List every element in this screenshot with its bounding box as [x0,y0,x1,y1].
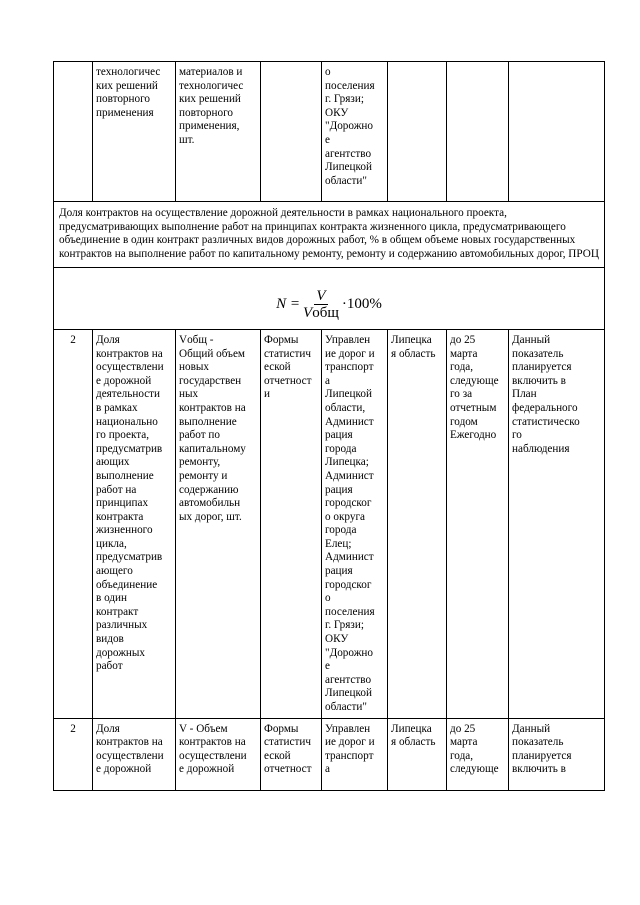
cell-territory [388,62,447,202]
table-row [54,268,605,330]
cell-deadline: до 25 марта года, следующе го за отчетным годом Ежегодно [447,329,509,718]
cell-source: Формы статистич еской отчетност и [261,329,322,718]
cell-responsible: Управлен ие дорог и транспорт а Липецкой области, Админист рация города Липецка; Админист рация городског о округа города Елец; Админист рация городског о поселения г. Грязи; ОКУ "Дорожно е агентство Липецкой области" [322,329,388,718]
cell-note [509,62,605,202]
table-row [54,202,605,268]
cell-name: технологичес ких решений повторного применения [93,62,176,202]
formula-numerator: V [316,287,326,304]
table-row [54,329,605,718]
cell-deadline: до 25 марта года, следующе [447,718,509,790]
formula-denominator-var: V [303,304,313,321]
table-row [54,62,605,202]
cell-name: Доля контрактов на осуществлени е дорожной [93,718,176,790]
table-row [54,718,605,790]
formula-multiplier: ·100% [341,295,382,312]
cell-source [261,62,322,202]
formula-lhs: N = [276,295,301,312]
formula-cell [54,268,605,330]
cell-territory: Липецка я область [388,329,447,718]
cell-variable: материалов и технологичес ких решений повторного применения, шт. [176,62,261,202]
indicator-table [53,61,605,791]
cell-note: Данный показатель планируется включить в План федерального статистическо го наблюдения [509,329,605,718]
formula-denominator-sub: общ [312,304,339,321]
formula-fraction [303,288,339,321]
indicator-title: Доля контрактов на осуществление дорожной деятельности в рамках национального проекта, предусматривающих выполнение работ на принципах контракта жизненного цикла, предусматривающего объединение в один контракт различных видов дорожных работ, % в общем объеме новых государственных контрактов на выполнение работ по капитальному ремонту, ремонту и содержанию автомобильных дорог, ПРОЦ [54,202,605,268]
cell-territory: Липецка я область [388,718,447,790]
formula [276,288,382,321]
cell-responsible: о поселения г. Грязи; ОКУ "Дорожно е агентство Липецкой области" [322,62,388,202]
cell-deadline [447,62,509,202]
cell-source: Формы статистич еской отчетност [261,718,322,790]
cell-variable: V - Объем контрактов на осуществлени е дорожной [176,718,261,790]
cell-responsible: Управлен ие дорог и транспорт а [322,718,388,790]
cell-number: 2 [54,329,93,718]
cell-note: Данный показатель планируется включить в [509,718,605,790]
cell-name: Доля контрактов на осуществлени е дорожной деятельности в рамках национально го проекта, предусматрив ающих выполнение работ на принципах контракта жизненного цикла, предусматрив ающего объединение в один контракт различных видов дорожных работ [93,329,176,718]
cell-number [54,62,93,202]
cell-number: 2 [54,718,93,790]
cell-variable: Vобщ - Общий объем новых государствен ных контрактов на выполнение работ по капитальному ремонту, ремонту и содержанию автомобильн ых дорог, шт. [176,329,261,718]
formula-denominator [303,305,339,321]
